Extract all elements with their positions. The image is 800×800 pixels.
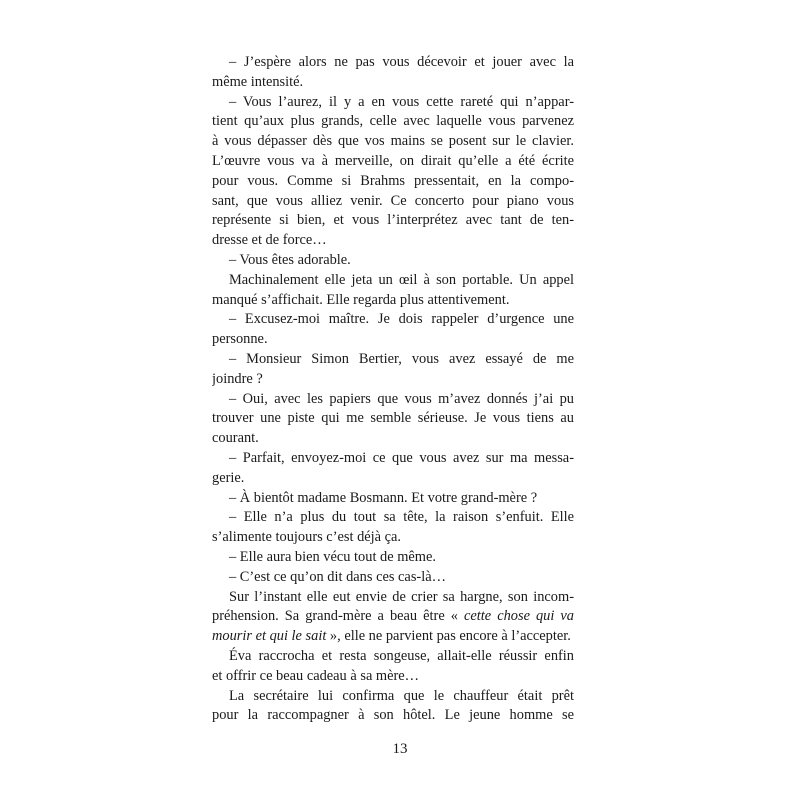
text-line: La secrétaire lui confirma que le chauffeur était prêt	[229, 687, 574, 704]
italic-quote: cette chose qui va	[464, 608, 574, 625]
text-line: à vous dépasser dès que vos mains se posent sur le clavier.	[212, 133, 574, 150]
text-line: personne.	[212, 331, 268, 348]
page-number: 13	[392, 741, 408, 757]
text-line: – C’est ce qu’on dit dans ces cas-là…	[229, 568, 446, 585]
text-fragment: préhension. Sa grand-mère a beau être «	[212, 608, 464, 625]
italic-quote: mourir et qui le sait	[212, 628, 327, 645]
text-line: s’alimente toujours c’est déjà ça.	[212, 529, 402, 546]
text-line	[212, 627, 574, 647]
text-line: dresse et de force…	[212, 232, 327, 249]
text-line: – Vous êtes adorable.	[229, 251, 351, 268]
text-line: – Parfait, envoyez-moi ce que vous avez sur ma messa-	[229, 449, 574, 466]
text-line: – Vous l’aurez, il y a en vous cette rareté qui n’appar-	[229, 93, 574, 110]
text-line: sant, que vous alliez venir. Ce concerto pour piano vous	[212, 192, 574, 209]
text-line: pour vous. Comme si Brahms pressentait, en la compo-	[212, 172, 574, 189]
text-line: représente si bien, et vous l’interprétez avec tant de ten-	[212, 212, 574, 229]
body-text	[212, 53, 574, 726]
text-line: – Elle n’a plus du tout sa tête, la raison s’enfuit. Elle	[229, 509, 574, 526]
text-line: courant.	[212, 430, 259, 447]
text-line: – Excusez-moi maître. Je dois rappeler d’urgence une	[229, 311, 574, 328]
text-line: gerie.	[212, 469, 245, 486]
text-line: L’œuvre vous va à merveille, on dirait qu’elle a été écrite	[212, 152, 574, 169]
text-line	[212, 607, 574, 627]
text-line: Éva raccrocha et resta songeuse, allait-elle réussir enfin	[229, 647, 574, 664]
text-line: joindre ?	[212, 370, 263, 387]
text-line: – À bientôt madame Bosmann. Et votre grand-mère ?	[229, 489, 538, 506]
text-line: – Monsieur Simon Bertier, vous avez essayé de me	[229, 350, 574, 367]
text-line: et offrir ce beau cadeau à sa mère…	[212, 667, 420, 684]
text-line: – J’espère alors ne pas vous décevoir et jouer avec la	[229, 54, 574, 70]
text-line: Sur l’instant elle eut envie de crier sa hargne, son incom-	[229, 588, 574, 605]
text-line: – Oui, avec les papiers que vous m’avez donnés j’ai pu	[229, 390, 574, 407]
text-line: même intensité.	[212, 73, 304, 90]
text-fragment: », elle ne parvient pas encore à l’accepter.	[326, 628, 571, 645]
text-line: trouver une piste qui me semble sérieuse. Je vous tiens au	[212, 410, 574, 427]
text-line: tient qu’aux plus grands, celle avec laquelle vous parvenez	[212, 113, 574, 130]
text-line: pour la raccompagner à son hôtel. Le jeune homme se	[212, 707, 574, 724]
text-line: manqué s’affichait. Elle regarda plus attentivement.	[212, 291, 510, 308]
text-line: Machinalement elle jeta un œil à son portable. Un appel	[229, 271, 574, 288]
text-line: – Elle aura bien vécu tout de même.	[229, 548, 436, 565]
